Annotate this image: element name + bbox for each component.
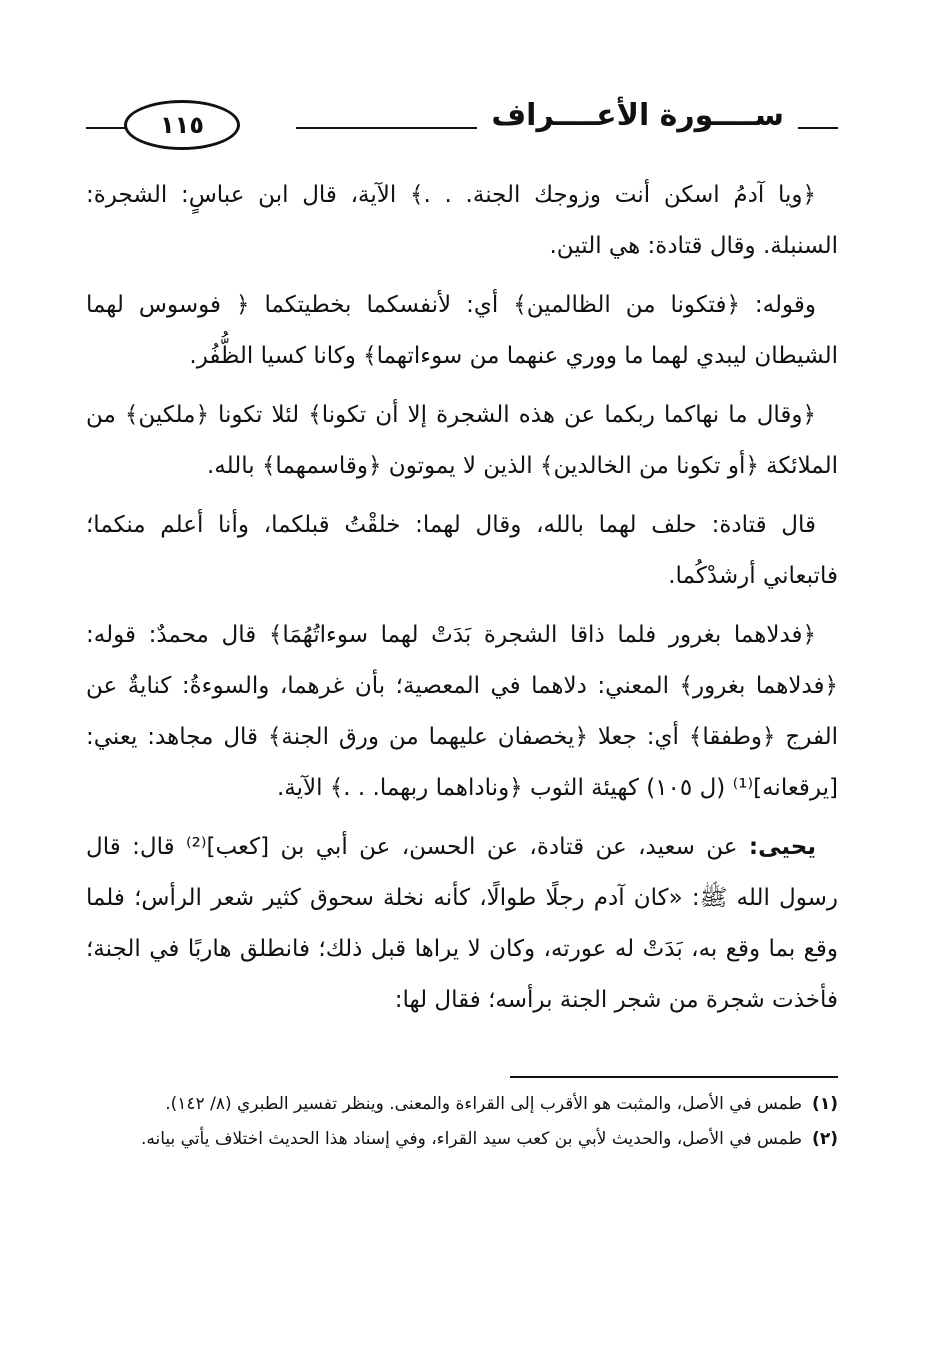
paragraph-4 (86, 500, 838, 602)
header-rule-left (86, 127, 126, 129)
footnote-text: طمس في الأصل، والحديث لأبي بن كعب سيد القراء، وفي إسناد هذا الحديث اختلاف يأتي بيانه. (140, 1129, 803, 1149)
body-text (86, 170, 838, 1034)
paragraph-text (86, 822, 838, 1026)
header-title-wrap (477, 96, 798, 136)
paragraph-5 (86, 610, 838, 814)
paragraph-3 (86, 390, 838, 492)
paragraph-6 (86, 822, 838, 1026)
paragraph-2 (86, 280, 838, 382)
footnote-2 (86, 1125, 838, 1154)
page-number-oval (124, 100, 240, 150)
footnote-number: (١) (812, 1094, 838, 1114)
paragraph-text: وقوله: ﴿فتكونا من الظالمين﴾ أي: لأنفسكما بخطيتكما ﴿ فوسوس لهما الشيطان ليبدي لهما ما ووري عنهما من سوءاتهما﴾ وكانا كسيا الظُّفُر. (86, 292, 838, 369)
footnotes (86, 1090, 838, 1160)
paragraph-text: ﴿ويا آدمُ اسكن أنت وزوجك الجنة. . .﴾ الآية، قال ابن عباسٍ: الشجرة: السنبلة. وقال قتادة: هي التين. (86, 182, 838, 259)
footnote-number: (٢) (812, 1129, 838, 1149)
paragraph-text: قال قتادة: حلف لهما بالله، وقال لهما: خلقْتُ قبلكما، وأنا أعلم منكما؛ فاتبعاني أرشدْكُما. (86, 512, 838, 589)
footnote-1 (86, 1090, 838, 1119)
footnote-text: طمس في الأصل، والمثبت هو الأقرب إلى القراءة والمعنى. وينظر تفسير الطبري (٨/ ١٤٢). (165, 1094, 803, 1114)
page-number: ١١٥ (160, 111, 204, 139)
paragraph-text: ﴿فدلاهما بغرور فلما ذاقا الشجرة بَدَتْ لهما سوءاتُهُمَا﴾ قال محمدٌ: قوله: ﴿فدلاهما بغرور﴾ المعني: دلاهما في المعصية؛ بأن غرهما، والسوءةُ: كنايةٌ عن الفرج ﴿وطفقا﴾ أي: جعلا ﴿يخصفان عليهما من ورق الجنة﴾ قال مجاهد: يعني: [يرقعانه]⁽¹⁾ (ل ١٠٥) كهيئة الثوب ﴿وناداهما ربهما. . .﴾ الآية. (86, 622, 838, 801)
page-header (86, 88, 838, 158)
paragraph-text: ﴿وقال ما نهاكما ربكما عن هذه الشجرة إلا أن تكونا﴾ لئلا تكونا ﴿ملكين﴾ من الملائكة ﴿أو تكونا من الخالدين﴾ الذين لا يموتون ﴿وقاسمهما﴾ بالله. (86, 402, 838, 479)
surah-title: ســــورة الأعــــراف (491, 98, 784, 133)
paragraph-1 (86, 170, 838, 272)
footnote-separator (510, 1076, 838, 1078)
narrator-name: يحيى: (748, 834, 816, 860)
paragraph-text-rest: عن سعيد، عن قتادة، عن الحسن، عن أبي بن [كعب]⁽²⁾ قال: قال رسول الله ﷺ: «كان آدم رجلًا طوالًا، كأنه نخلة سحوق كثير شعر الرأس؛ فلما وقع بما وقع به، بَدَتْ له عورته، وكان لا يراها قبل ذلك؛ فانطلق هاربًا في الجنة؛ فأخذت شجرة من شجر الجنة برأسه؛ فقال لها: (86, 834, 838, 1013)
